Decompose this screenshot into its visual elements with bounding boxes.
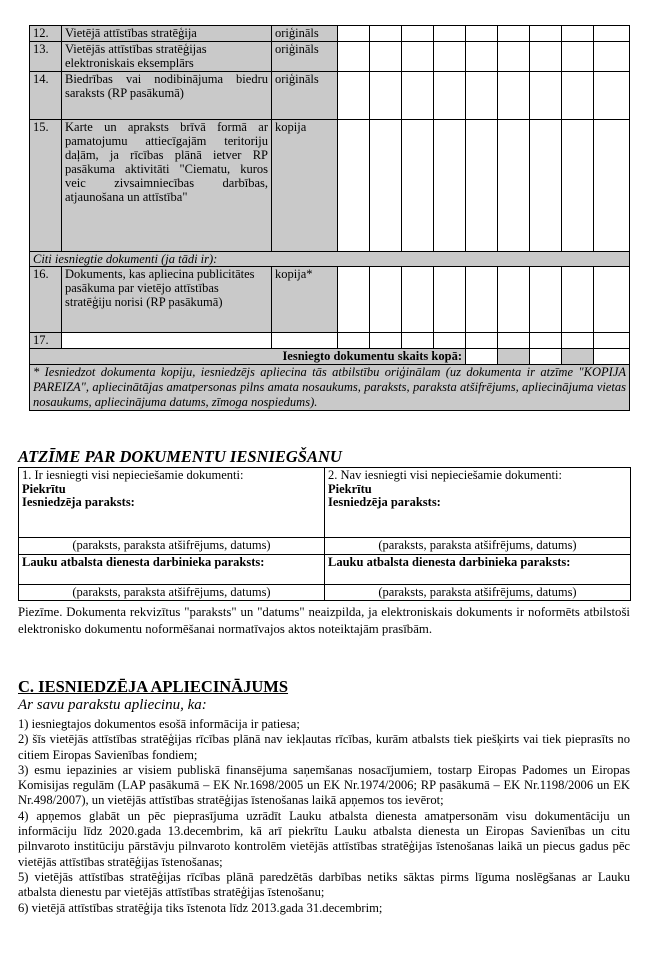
row-number: 14.: [30, 72, 62, 120]
agree-label: Piekrītu: [328, 481, 372, 496]
other-documents-label: Citi iesniegtie dokumenti (ja tādi ir):: [30, 252, 630, 267]
row-number: 16.: [30, 267, 62, 333]
all-documents-submitted-cell[interactable]: [19, 468, 325, 538]
not-all-documents-submitted-label: 2. Nav iesniegti visi nepieciešamie dokumenti:: [328, 468, 562, 482]
document-row-15: [30, 120, 630, 252]
document-row-13: [30, 42, 630, 72]
document-name-empty[interactable]: [62, 333, 272, 349]
official-signature-row: [19, 554, 631, 584]
declaration-list: [18, 717, 630, 916]
signature-caption: (paraksts, paraksta atšifrējums, datums): [19, 584, 325, 601]
document-type: kopija: [272, 120, 338, 252]
row-number: 15.: [30, 120, 62, 252]
all-documents-submitted-label: 1. Ir iesniegti visi nepieciešamie dokumenti:: [22, 468, 244, 482]
declaration-section-title: C. IESNIEDZĒJA APLIECINĀJUMS: [18, 677, 289, 696]
row-number: 12.: [30, 26, 62, 42]
document-name: Dokuments, kas apliecina publicitātes pasākuma par vietējo attīstības stratēģiju norisi (RP pasākumā): [62, 267, 272, 333]
submission-section-title: ATZĪME PAR DOKUMENTU IESNIEGŠANU: [18, 447, 342, 466]
total-label: Iesniegto dokumentu skaits kopā:: [30, 349, 466, 365]
documents-table: [29, 25, 630, 411]
document-row-16: [30, 267, 630, 333]
declaration-item: 3) esmu iepazinies ar visiem publiskā finansējuma saņemšanas nosacījumiem, tostarp Eiropas Padomes un Eiropas Komisijas regulām (LAP pasākumā – EK Nr.1698/2005 un EK Nr.1974/2006; RP pasākumā – EK Nr.1198/2006 un EK Nr.498/2007), un vietējās attīstības stratēģijas īstenošanas laikā apņemos tos ievērot;: [18, 762, 630, 808]
official-signature-label[interactable]: Lauku atbalsta dienesta darbinieka paraksts:: [325, 554, 631, 584]
submitter-signature-label: Iesniedzēja paraksts:: [328, 495, 441, 509]
document-row-12: [30, 26, 630, 42]
declaration-item: 4) apņemos glabāt un pēc pieprasījuma uzrādīt Lauku atbalsta dienesta amatpersonām visu dokumentāciju un informāciju līdz 2020.gada 13.decembrim, kā arī piekrītu Lauku atbalsta dienesta un Eiropas Savienības un citu pilnvaroto institūciju pārstāvju pilnvaroto kontrolēm vietējās attīstības stratēģijas īstenošanas laikā un piecus gadus pēc vietējās attīstības stratēģijas īstenošanas;: [18, 808, 630, 869]
agree-label: Piekrītu: [22, 481, 66, 496]
document-name: Vietējās attīstības stratēģijas elektroniskais eksemplārs: [62, 42, 272, 72]
document-name: Karte un apraksts brīvā formā ar pamatojumu attiecīgajām teritoriju daļām, ja rīcības plānā ietver RP pasākuma aktivitāti "Ciematu, kuros veic zivsaimniecības darbības, atjaunošana un attīstība": [62, 120, 272, 252]
footnote-row: [30, 365, 630, 411]
document-type: oriģināls: [272, 72, 338, 120]
document-row-14: [30, 72, 630, 120]
signature-caption: (paraksts, paraksta atšifrējums, datums): [325, 584, 631, 601]
row-number: 13.: [30, 42, 62, 72]
declaration-item: 2) šīs vietējās attīstības stratēģijas rīcības plānā nav iekļautas rīcības, kurām atbalsts tiek piešķirts vai tiek pieprasīts no citiem Eiropas Savienības fondiem;: [18, 732, 630, 762]
document-type: oriģināls: [272, 42, 338, 72]
row-number: 17.: [30, 333, 62, 349]
signature-note: Piezīme. Dokumenta rekvizītus "paraksts" un "datums" neaizpilda, ja elektroniskais dokuments ir noformēts atbilstoši elektronisko dokumentu noformēšanai normatīvajos aktos noteiktajām prasībām.: [18, 605, 630, 636]
submitter-caption-row: [19, 538, 631, 555]
declaration-item: 6) vietējā attīstības stratēģija tiks īstenota līdz 2013.gada 31.decembrim;: [18, 900, 383, 915]
document-type: oriģināls: [272, 26, 338, 42]
submitter-signature-label: Iesniedzēja paraksts:: [22, 495, 135, 509]
declaration-item: 5) vietējās attīstības stratēģijas rīcības plānā paredzētās darbības netiks sāktas pirms līguma noslēgšanas ar Lauku atbalsta dienestu par vietējās attīstības stratēģijas īstenošanu;: [18, 869, 630, 900]
signature-caption: (paraksts, paraksta atšifrējums, datums): [325, 538, 631, 555]
total-row: [30, 349, 630, 365]
submission-options-row: [19, 468, 631, 538]
not-all-documents-submitted-cell[interactable]: [325, 468, 631, 538]
copy-footnote: * Iesniedzot dokumenta kopiju, iesniedzējs apliecina tās atbilstību oriģinālam (uz dokumenta ir atzīme "KOPIJA PAREIZA", apliecinātājas amatpersonas pilns amata nosaukums, paraksts, paraksta atšifrējums, apliecinājuma vietas nosaukums, apliecinājuma datums, zīmoga nospiedums).: [30, 365, 630, 411]
official-caption-row: [19, 584, 631, 601]
declaration-subtitle: Ar savu parakstu apliecinu, ka:: [18, 697, 207, 713]
document-type-empty[interactable]: [272, 333, 338, 349]
document-name: Vietējā attīstības stratēģija: [62, 26, 272, 42]
other-documents-header: [30, 252, 630, 267]
document-type: kopija*: [272, 267, 338, 333]
submission-table: [18, 467, 631, 601]
document-name: Biedrības vai nodibinājuma biedru saraksts (RP pasākumā): [62, 72, 272, 120]
document-row-17: [30, 333, 630, 349]
declaration-item: 1) iesniegtajos dokumentos esošā informācija ir patiesa;: [18, 717, 300, 731]
official-signature-label[interactable]: Lauku atbalsta dienesta darbinieka paraksts:: [19, 554, 325, 584]
signature-caption: (paraksts, paraksta atšifrējums, datums): [19, 538, 325, 555]
